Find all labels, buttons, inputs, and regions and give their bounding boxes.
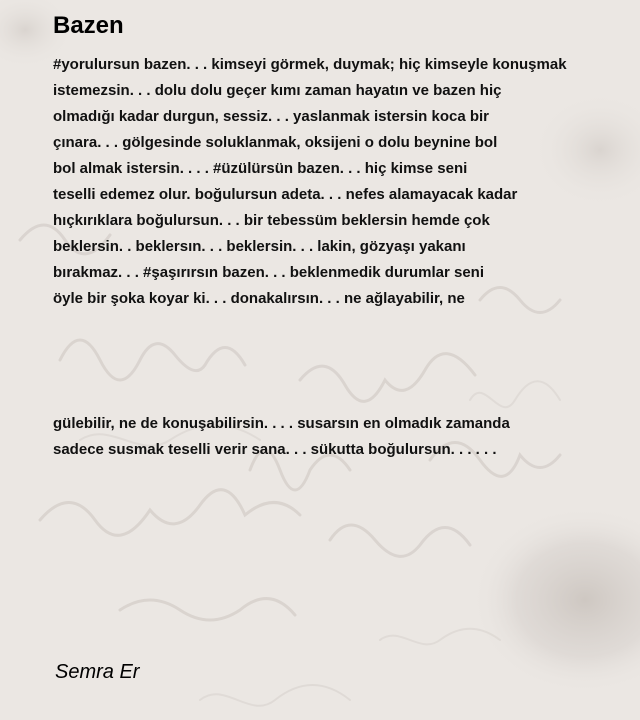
poem-line: istemezsin. . . dolu dolu geçer kımı zaman hayatın ve bazen hiç — [53, 82, 502, 99]
poem-author: Semra Er — [55, 661, 140, 683]
poem-line: bol almak istersin. . . . #üzülürsün bazen. . . hiç kimse seni — [53, 160, 468, 177]
poem-line: bırakmaz. . . #şaşırırsın bazen. . . beklenmedik durumlar seni — [53, 264, 485, 281]
poem-line: teselli edemez olur. boğulursun adeta. . . nefes alamayacak kadar — [53, 186, 518, 203]
poem-title: Bazen — [53, 12, 124, 39]
poem-line: gülebilir, ne de konuşabilirsin. . . . susarsın en olmadık zamanda — [53, 415, 510, 432]
poem-stanza-2 — [53, 411, 510, 463]
poem-line: çınara. . . gölgesinde soluklanmak, oksijeni o dolu beynine bol — [53, 134, 498, 151]
poem-line: öyle bir şoka koyar ki. . . donakalırsın. . . ne ağlayabilir, ne — [53, 290, 465, 307]
poem-stanza-1 — [53, 52, 567, 312]
poem-line: beklersin. . beklersın. . . beklersin. . . lakin, gözyaşı yakanı — [53, 238, 466, 255]
poem-line: #yorulursun bazen. . . kimseyi görmek, duymak; hiç kimseyle konuşmak — [53, 56, 567, 73]
poem-line: sadece susmak teselli verir sana. . . sükutta boğulursun. . . . . . — [53, 441, 497, 458]
poem-line: hıçkırıklara boğulursun. . . bir tebessüm beklersin hemde çok — [53, 212, 490, 229]
poem-line: olmadığı kadar durgun, sessiz. . . yaslanmak istersin koca bir — [53, 108, 489, 125]
